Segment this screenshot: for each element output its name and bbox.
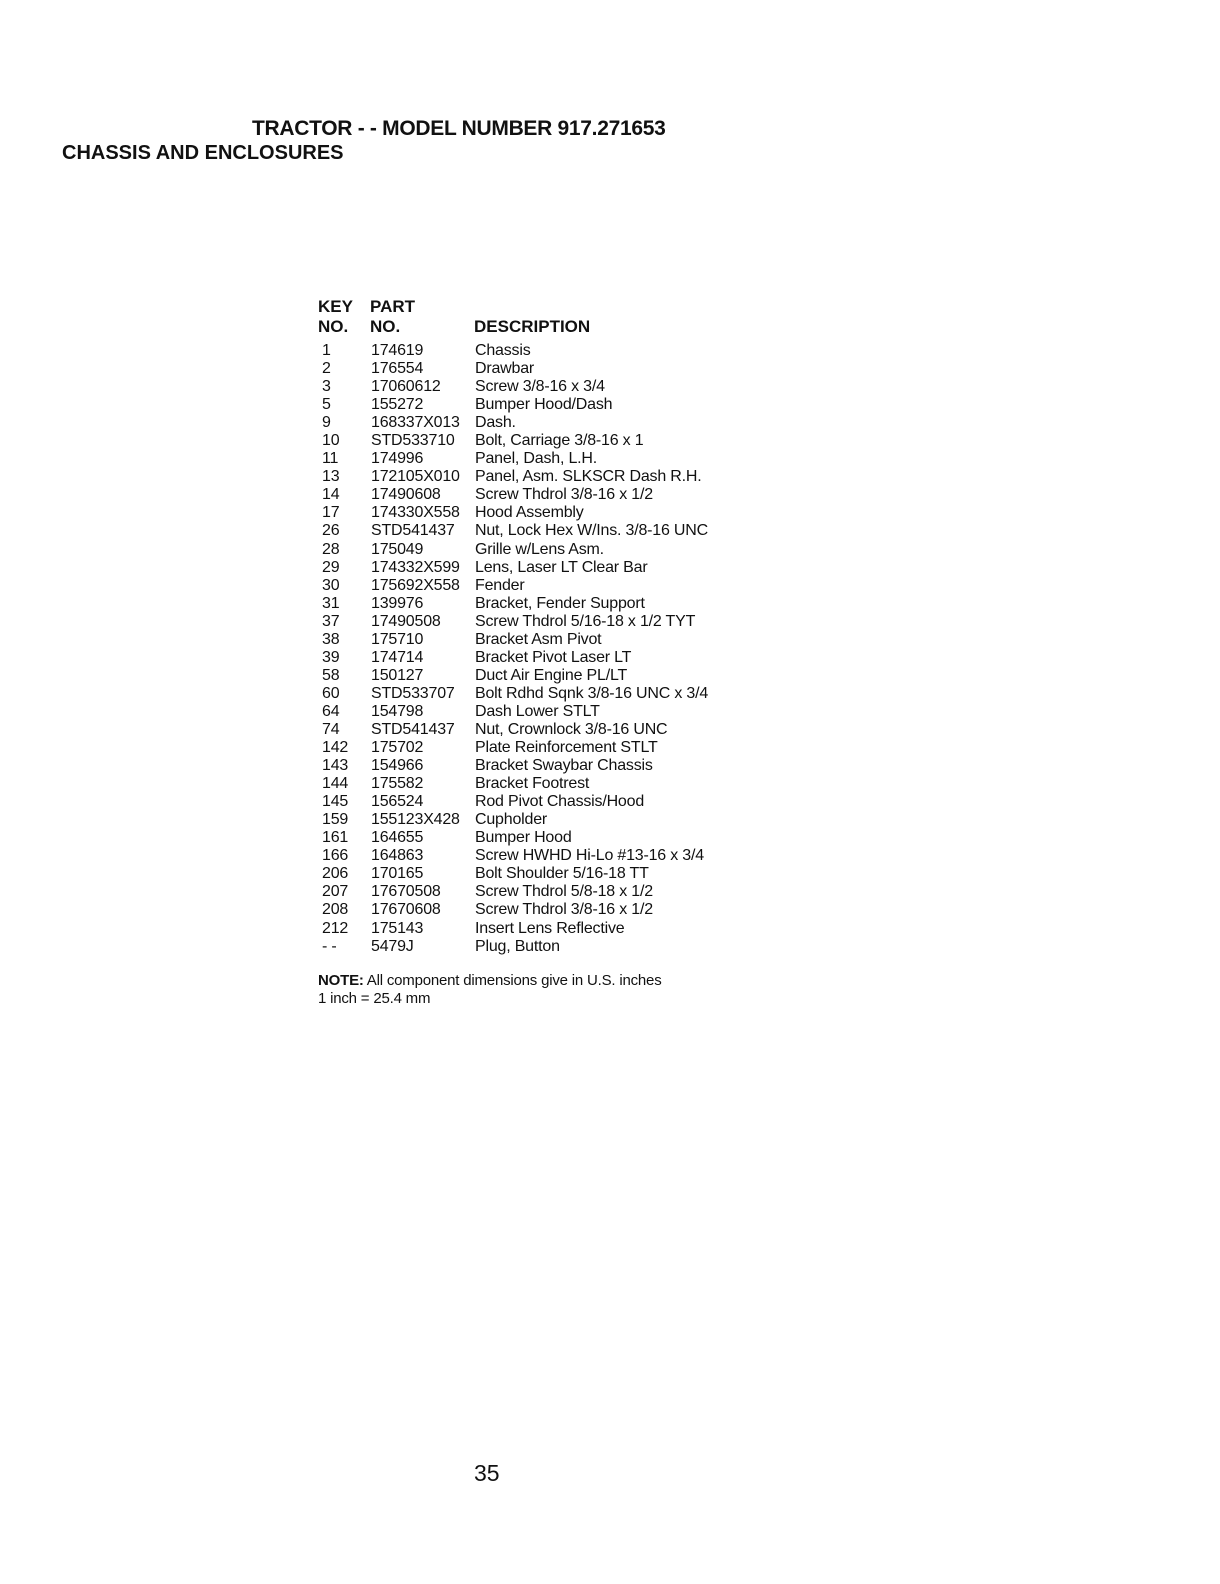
description: Bracket Pivot Laser LT <box>475 648 632 666</box>
part-no: 150127 <box>371 666 424 684</box>
part-no: 164863 <box>371 847 424 865</box>
header-description: DESCRIPTION <box>474 317 591 336</box>
key-no: 17 <box>322 504 340 522</box>
key-no: 143 <box>322 757 349 775</box>
part-no: 174714 <box>371 648 424 666</box>
description: Hood Assembly <box>475 504 584 522</box>
description: Dash Lower STLT <box>475 702 600 720</box>
header-key: KEY <box>318 297 353 316</box>
header-no: NO. <box>318 317 349 336</box>
note-text: All component dimensions give in U.S. inches <box>363 972 662 989</box>
key-no: 10 <box>322 432 340 450</box>
part-no: 174332X599 <box>371 558 460 576</box>
part-no: 175049 <box>371 540 424 558</box>
part-no: 154966 <box>371 757 424 775</box>
description: Plug, Button <box>475 937 560 955</box>
part-no: 175702 <box>371 739 424 757</box>
key-no: 60 <box>322 684 340 702</box>
key-no: 5 <box>322 396 331 414</box>
key-no: 38 <box>322 630 340 648</box>
description: Panel, Asm. SLKSCR Dash R.H. <box>475 468 702 486</box>
header-part-no: NO. <box>370 317 401 336</box>
part-no: 17060612 <box>371 378 441 396</box>
part-no: 175692X558 <box>371 576 460 594</box>
description: Plate Reinforcement STLT <box>475 739 658 757</box>
key-no: 207 <box>322 883 349 901</box>
key-no: 14 <box>322 486 340 504</box>
part-no: STD533707 <box>371 684 455 702</box>
page-number: 35 <box>474 1460 500 1486</box>
key-no: 26 <box>322 522 340 540</box>
key-no: 11 <box>322 450 339 468</box>
description: Screw Thdrol 3/8-16 x 1/2 <box>475 486 653 504</box>
part-no: 17670508 <box>371 883 441 901</box>
part-no: 156524 <box>371 793 424 811</box>
note-line-1 <box>318 972 662 990</box>
key-no: 212 <box>322 919 349 937</box>
description: Screw Thdrol 3/8-16 x 1/2 <box>475 901 653 919</box>
description: Drawbar <box>475 360 535 378</box>
description: Rod Pivot Chassis/Hood <box>475 793 645 811</box>
part-no: 168337X013 <box>371 414 460 432</box>
part-no: 176554 <box>371 360 424 378</box>
header-part: PART <box>370 297 416 316</box>
key-no: 2 <box>322 360 331 378</box>
description: Duct Air Engine PL/LT <box>475 666 628 684</box>
page-title: TRACTOR - - MODEL NUMBER 917.271653 <box>252 117 666 140</box>
description: Bolt Rdhd Sqnk 3/8-16 UNC x 3/4 <box>475 684 709 702</box>
description: Screw HWHD Hi-Lo #13-16 x 3/4 <box>475 847 704 865</box>
part-no: 170165 <box>371 865 424 883</box>
key-no: 208 <box>322 901 349 919</box>
description: Cupholder <box>475 811 548 829</box>
part-no: 174996 <box>371 450 424 468</box>
part-no: 5479J <box>371 937 414 955</box>
key-no: 31 <box>322 594 340 612</box>
description: Fender <box>475 576 525 594</box>
description: Bracket, Fender Support <box>475 594 645 612</box>
description: Bracket Asm Pivot <box>475 630 602 648</box>
part-no: 174619 <box>371 342 424 359</box>
description: Screw Thdrol 5/8-18 x 1/2 <box>475 883 653 901</box>
key-no: 145 <box>322 793 349 811</box>
note-label: NOTE: <box>318 972 364 989</box>
key-no: 166 <box>322 847 349 865</box>
description: Panel, Dash, L.H. <box>475 450 597 468</box>
description: Screw Thdrol 5/16-18 x 1/2 TYT <box>475 612 696 630</box>
key-no: - - <box>322 937 337 955</box>
key-no: 37 <box>322 612 340 630</box>
description: Bumper Hood/Dash <box>475 396 613 414</box>
key-no: 142 <box>322 739 349 757</box>
key-no: 28 <box>322 540 340 558</box>
description: Bolt Shoulder 5/16-18 TT <box>475 865 649 883</box>
description: Screw 3/8-16 x 3/4 <box>475 378 605 396</box>
part-no: STD541437 <box>371 522 455 540</box>
key-no: 1 <box>322 342 331 359</box>
part-no: 154798 <box>371 702 424 720</box>
note-line-2: 1 inch = 25.4 mm <box>318 990 431 1007</box>
description: Lens, Laser LT Clear Bar <box>475 558 648 576</box>
key-no: 13 <box>322 468 340 486</box>
description: Dash. <box>475 414 516 432</box>
key-no: 58 <box>322 666 340 684</box>
key-no: 161 <box>322 829 349 847</box>
part-no: 17490608 <box>371 486 441 504</box>
description: Grille w/Lens Asm. <box>475 540 604 558</box>
part-no: 17490508 <box>371 612 441 630</box>
description: Bracket Footrest <box>475 775 590 793</box>
key-no: 29 <box>322 558 340 576</box>
part-no: 172105X010 <box>371 468 460 486</box>
part-no: 175582 <box>371 775 424 793</box>
part-no: 155272 <box>371 396 424 414</box>
part-no: STD533710 <box>371 432 455 450</box>
key-no: 39 <box>322 648 340 666</box>
key-no: 159 <box>322 811 349 829</box>
key-no: 64 <box>322 702 340 720</box>
description: Nut, Lock Hex W/Ins. 3/8-16 UNC <box>475 522 708 540</box>
part-no: STD541437 <box>371 720 455 738</box>
note <box>318 972 662 1008</box>
key-no: 3 <box>322 378 331 396</box>
description: Insert Lens Reflective <box>475 919 625 937</box>
key-no: 9 <box>322 414 331 432</box>
key-no: 30 <box>322 576 340 594</box>
part-no: 175710 <box>371 630 424 648</box>
key-no: 74 <box>322 720 340 738</box>
key-no: 206 <box>322 865 349 883</box>
description: Bumper Hood <box>475 829 572 847</box>
part-no: 139976 <box>371 594 424 612</box>
description: Bracket Swaybar Chassis <box>475 757 653 775</box>
part-no: 164655 <box>371 829 424 847</box>
section-subtitle: CHASSIS AND ENCLOSURES <box>62 142 344 164</box>
description: Bolt, Carriage 3/8-16 x 1 <box>475 432 644 450</box>
description: Chassis <box>475 342 531 359</box>
description: Nut, Crownlock 3/8-16 UNC <box>475 720 668 738</box>
key-no: 144 <box>322 775 349 793</box>
part-no: 174330X558 <box>371 504 460 522</box>
part-no: 17670608 <box>371 901 441 919</box>
part-no: 175143 <box>371 919 424 937</box>
part-no: 155123X428 <box>371 811 460 829</box>
